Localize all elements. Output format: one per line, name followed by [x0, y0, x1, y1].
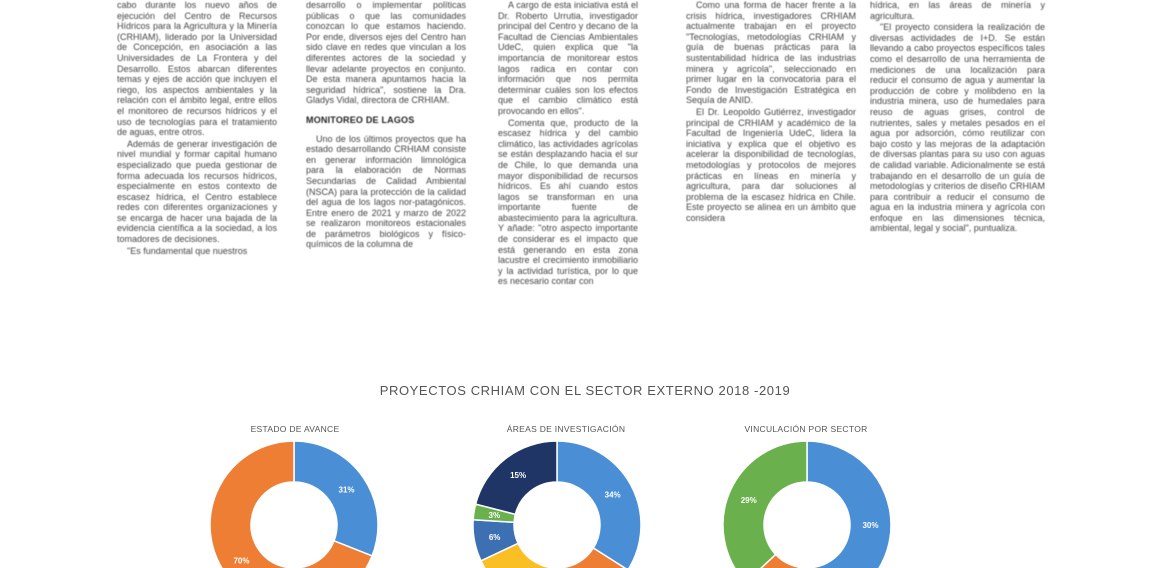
donut-slice [294, 441, 378, 556]
paragraph: A cargo de esta iniciativa está el Dr. Roberto Urrutia, investigador principal del Centro y decano de la Facultad de Ciencias Ambientales UdeC, quien explica que "la importancia de monitorear estos lagos radica en contar con información que nos permita determinar cuáles son los efectos que el cambio climático está provocando en ellos". [498, 0, 638, 116]
article-column-5 [870, 0, 1045, 235]
section-heading: MONITOREO DE LAGOS [306, 114, 415, 125]
paragraph: Comenta que, producto de la escasez hídrica y del cambio climático, las actividades agrícolas se están desplazando hacia el sur de Chile, lo que demanda una mayor disponibilidad de recursos hídricos. Es ahí cuando estos lagos se transforman en una importante fuente de abastecimiento para la agricultura. Y añade: "otro aspecto importante de considerar es el impacto que está generando en esta zona lacustre el crecimiento inmobiliario y la actividad turística, por lo que es necesario contar con [498, 117, 638, 287]
donut-slice [807, 441, 891, 568]
paragraph: Además de generar investigación de nivel mundial y formar capital humano especializado que pueda gestionar de forma adecuada los recursos hídricos, especialmente en estos contexto de escasez hídrica, el Centro establece redes con diferentes organizaciones y se encarga de hacer una bajada de la evidencia científica a la sociedad, a los tomadores de decisiones. [117, 138, 277, 245]
slice-label: 34% [604, 490, 621, 500]
donut-slice [557, 441, 641, 568]
donut-chart-estado [209, 440, 379, 568]
donut-slice [723, 441, 807, 568]
paragraph: desarrollo o implementar políticas públicas o que las comunidades conozcan lo que estamos haciendo. Por ende, diversos ejes del Centro han sido clave en redes que vinculan a los diferentes actores de la sociedad y llevar adelante proyectos en conjunto. De esta manera apuntamos hacia la seguridad hídrica", sostiene la Dra. Gladys Vidal, directora de CRHIAM. [306, 0, 466, 106]
donut-chart-vinculacion [722, 440, 892, 568]
paragraph: "Es fundamental que nuestros [127, 245, 248, 256]
chart-title-estado: ESTADO DE AVANCE [250, 424, 340, 434]
paragraph: El Dr. Leopoldo Gutiérrez, investigador principal de CRHIAM y académico de la Facultad de Ingeniería UdeC, lidera la iniciativa y explica que el objetivo es acelerar la disponibilidad de tecnologías, metodologías y protocolos de mejores prácticas en líneas en minería y agricultura, para dar soluciones al problema de la escasez hídrica en Chile. Este proyecto se alinea en un ámbito que considera [686, 106, 856, 223]
slice-label: 6% [488, 532, 501, 542]
paragraph: Uno de los últimos proyectos que ha estado desarrollando CRHIAM consiste en generar información limnológica para la elaboración de Normas Secundarias de Calidad Ambiental (NSCA) para la protección de la calidad del agua de los lagos nor-patagónicos. Entre enero de 2021 y marzo de 2022 se realizaron monitoreos estacionales de parámetros biológicos y físico-químicos de la columna de [306, 133, 466, 250]
article-column-3 [498, 0, 638, 288]
slice-label: 31% [338, 485, 355, 495]
paragraph: cabo durante los nuevo años de ejecución del Centro de Recursos Hídricos para la Agricultura y la Minería (CRHIAM), liderado por la Universidad de Concepción, en asociación a las Universidades de La Frontera y del Desarrollo. Estos abarcan diferentes temas y ejes de acción que incluyen el riego, los aspectos ambientales y la relación con el ámbito legal, entre ellos el monitoreo de recursos hídricos y el uso de tecnologías para el tratamiento de aguas, entre otros. [117, 0, 277, 138]
slice-label: 30% [862, 521, 879, 530]
chart-title-vinculacion: VINCULACIÓN POR SECTOR [744, 424, 868, 434]
article-column-4 [686, 0, 856, 224]
article-column-2 [306, 0, 466, 251]
slice-label: 3% [488, 511, 501, 521]
donut-chart-areas [472, 440, 642, 568]
slice-label: 29% [740, 495, 757, 505]
slice-label: 70% [233, 556, 250, 566]
charts-section-title: PROYECTOS CRHIAM CON EL SECTOR EXTERNO 2018 -2019 [379, 383, 791, 398]
chart-title-areas: ÁREAS DE INVESTIGACIÓN [506, 424, 626, 434]
paragraph: "El proyecto considera la realización de diversas actividades de I+D. Se están llevando a cabo proyectos específicos tales como el desarrollo de una herramienta de mediciones de una localización para reducir el consumo de agua y aumentar la producción de cobre y molibdeno en la industria minera, uso de humedales para reuso de aguas grises, control de nutrientes, sales y metales pesados en el agua por adsorción, cómo reutilizar con bajo costo y las mejoras de la adaptación de diversas plantas para su uso con aguas de calidad variable. Adicionalmente se está trabajando en el desarrollo de un guía de metodologías y criterios de diseño CRHIAM para contribuir a reducir el consumo de agua en la industria minera y agrícola con enfoque en las dimensiones técnica, ambiental, legal y social", puntualiza. [870, 22, 1045, 234]
slice-label: 15% [510, 470, 527, 480]
article-column-1 [117, 0, 277, 257]
paragraph: hídrica, en las áreas de minería y agricultura. [870, 0, 1045, 21]
paragraph: Como una forma de hacer frente a la crisis hídrica, investigadores CRHIAM actualmente trabajan en el proyecto "Tecnologías, metodologías CRHIAM y guía de buenas prácticas para la sustentabilidad hídrica de las industrias minera y agrícola", seleccionado en primer lugar en la convocatoria para el Fondo de Investigación Estratégica en Sequía de ANID. [686, 0, 856, 106]
